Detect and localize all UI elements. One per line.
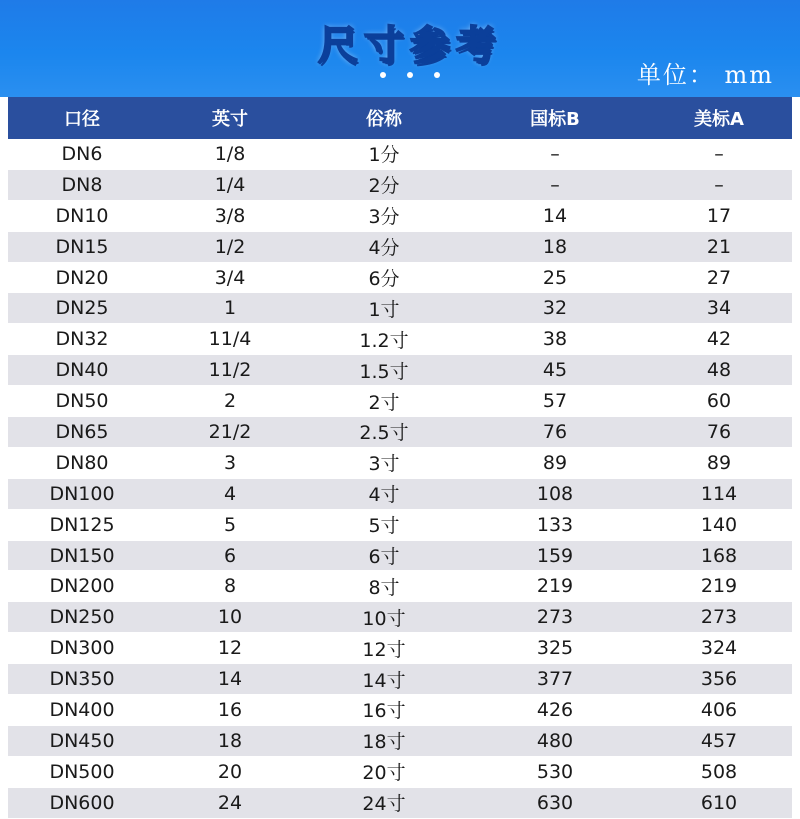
cell-us-standard: 406 bbox=[700, 698, 738, 721]
cell-caliber: DN6 bbox=[61, 142, 103, 165]
table-body bbox=[8, 139, 792, 819]
cell-common-name: 24寸 bbox=[362, 793, 406, 816]
dot-icon bbox=[407, 72, 413, 78]
cell-gb-standard: 159 bbox=[536, 544, 574, 567]
cell-gb-standard: 530 bbox=[536, 760, 574, 783]
cell-gb-standard: 89 bbox=[542, 451, 568, 474]
table-row bbox=[8, 232, 792, 263]
banner-title: 尺寸参考 bbox=[318, 23, 502, 69]
cell-gb-standard: 108 bbox=[536, 482, 574, 505]
table-row bbox=[8, 695, 792, 726]
table-row bbox=[8, 633, 792, 664]
table-row bbox=[8, 417, 792, 448]
cell-inch: 1/2 bbox=[214, 235, 246, 258]
cell-caliber: DN350 bbox=[49, 668, 115, 691]
cell-us-standard: 34 bbox=[706, 297, 732, 320]
table-row bbox=[8, 448, 792, 479]
cell-inch: 24 bbox=[217, 791, 243, 814]
cell-us-standard: 356 bbox=[700, 668, 738, 691]
cell-inch: 14 bbox=[217, 668, 243, 691]
cell-gb-standard: 219 bbox=[536, 575, 574, 598]
cell-caliber: DN8 bbox=[61, 173, 103, 196]
cell-common-name: 3分 bbox=[368, 206, 400, 229]
cell-inch: 3/8 bbox=[214, 204, 246, 227]
cell-common-name: 20寸 bbox=[362, 762, 406, 785]
cell-us-standard: – bbox=[714, 173, 724, 196]
cell-common-name: 1分 bbox=[368, 144, 400, 167]
table-row bbox=[8, 726, 792, 757]
cell-common-name: 2寸 bbox=[368, 391, 400, 414]
cell-caliber: DN15 bbox=[55, 235, 109, 258]
cell-inch: 6 bbox=[223, 544, 237, 567]
table-row bbox=[8, 201, 792, 232]
cell-common-name: 3寸 bbox=[368, 453, 400, 476]
cell-common-name: 6寸 bbox=[368, 546, 400, 569]
table-row bbox=[8, 170, 792, 201]
cell-gb-standard: 133 bbox=[536, 513, 574, 536]
cell-caliber: DN400 bbox=[49, 698, 115, 721]
cell-gb-standard: 25 bbox=[542, 266, 568, 289]
table-row bbox=[8, 293, 792, 324]
cell-caliber: DN200 bbox=[49, 575, 115, 598]
cell-caliber: DN125 bbox=[49, 513, 115, 536]
decorative-dots bbox=[380, 72, 440, 82]
cell-common-name: 4分 bbox=[368, 237, 400, 260]
cell-gb-standard: 76 bbox=[542, 420, 568, 443]
cell-gb-standard: 273 bbox=[536, 606, 574, 629]
header-inch: 英寸 bbox=[212, 109, 248, 130]
cell-inch: 12 bbox=[217, 637, 243, 660]
dot-icon bbox=[380, 72, 386, 78]
header-gb-standard: 国标B bbox=[530, 109, 580, 130]
cell-gb-standard: 14 bbox=[542, 204, 568, 227]
cell-inch: 2 bbox=[223, 390, 237, 413]
cell-common-name: 14寸 bbox=[362, 669, 406, 692]
cell-common-name: 5寸 bbox=[368, 515, 400, 538]
cell-gb-standard: – bbox=[550, 142, 560, 165]
cell-us-standard: 76 bbox=[706, 420, 732, 443]
cell-common-name: 2.5寸 bbox=[359, 422, 409, 445]
cell-inch: 10 bbox=[217, 606, 243, 629]
cell-common-name: 6分 bbox=[368, 268, 400, 290]
cell-inch: 11/2 bbox=[208, 359, 252, 382]
cell-caliber: DN150 bbox=[49, 544, 115, 567]
cell-us-standard: 168 bbox=[700, 544, 738, 567]
cell-us-standard: 60 bbox=[706, 390, 732, 413]
cell-us-standard: 114 bbox=[700, 482, 738, 505]
cell-inch: 1 bbox=[223, 297, 237, 320]
cell-us-standard: 457 bbox=[700, 729, 738, 752]
cell-gb-standard: 38 bbox=[542, 328, 568, 351]
cell-us-standard: 508 bbox=[700, 760, 738, 783]
dot-icon bbox=[434, 72, 440, 78]
cell-common-name: 1寸 bbox=[368, 298, 400, 321]
cell-us-standard: 89 bbox=[706, 451, 732, 474]
unit-label: 单位： mm bbox=[636, 61, 774, 89]
cell-inch: 21/2 bbox=[208, 420, 252, 443]
cell-caliber: DN600 bbox=[49, 791, 115, 814]
cell-us-standard: 324 bbox=[700, 637, 738, 660]
table-row bbox=[8, 571, 792, 602]
table-header bbox=[8, 97, 792, 139]
cell-caliber: DN32 bbox=[55, 328, 109, 351]
cell-caliber: DN65 bbox=[55, 420, 109, 443]
table-row bbox=[8, 602, 792, 633]
cell-inch: 5 bbox=[223, 513, 237, 536]
cell-common-name: 1.2寸 bbox=[359, 329, 409, 352]
table-row bbox=[8, 788, 792, 819]
header-common-name: 俗称 bbox=[366, 109, 402, 130]
cell-gb-standard: 630 bbox=[536, 791, 574, 814]
cell-gb-standard: – bbox=[550, 173, 560, 196]
cell-us-standard: 219 bbox=[700, 575, 738, 598]
cell-inch: 16 bbox=[217, 698, 243, 721]
cell-caliber: DN100 bbox=[49, 482, 115, 505]
table-row bbox=[8, 386, 792, 417]
cell-common-name: 12寸 bbox=[362, 638, 406, 661]
cell-gb-standard: 57 bbox=[542, 390, 568, 413]
cell-gb-standard: 480 bbox=[536, 729, 574, 752]
header-us-standard: 美标A bbox=[694, 109, 744, 130]
cell-gb-standard: 426 bbox=[536, 698, 574, 721]
table-row bbox=[8, 479, 792, 510]
cell-common-name: 4寸 bbox=[368, 484, 400, 507]
cell-caliber: DN250 bbox=[49, 606, 115, 629]
table-row bbox=[8, 263, 792, 294]
table-row bbox=[8, 355, 792, 386]
table-row bbox=[8, 139, 792, 170]
cell-us-standard: 42 bbox=[706, 328, 732, 351]
cell-caliber: DN20 bbox=[55, 266, 109, 289]
cell-caliber: DN300 bbox=[49, 637, 115, 660]
cell-inch: 18 bbox=[217, 729, 243, 752]
title-banner bbox=[0, 0, 800, 97]
cell-caliber: DN500 bbox=[49, 760, 115, 783]
cell-inch: 1/8 bbox=[214, 142, 246, 165]
cell-gb-standard: 377 bbox=[536, 668, 574, 691]
cell-us-standard: – bbox=[714, 142, 724, 165]
cell-common-name: 18寸 bbox=[362, 731, 406, 754]
cell-common-name: 8寸 bbox=[368, 576, 400, 599]
cell-inch: 1/4 bbox=[214, 173, 246, 196]
cell-us-standard: 273 bbox=[700, 606, 738, 629]
table-row bbox=[8, 757, 792, 788]
table-row bbox=[8, 664, 792, 695]
cell-us-standard: 140 bbox=[700, 513, 738, 536]
cell-us-standard: 48 bbox=[706, 359, 732, 382]
cell-inch: 3 bbox=[223, 451, 237, 474]
cell-inch: 8 bbox=[223, 575, 237, 598]
cell-common-name: 1.5寸 bbox=[359, 360, 409, 383]
cell-inch: 4 bbox=[223, 482, 237, 505]
table-row bbox=[8, 541, 792, 572]
cell-gb-standard: 32 bbox=[542, 297, 568, 320]
cell-us-standard: 21 bbox=[706, 235, 732, 258]
cell-common-name: 10寸 bbox=[362, 607, 406, 630]
cell-inch: 3/4 bbox=[214, 266, 246, 289]
cell-caliber: DN450 bbox=[49, 729, 115, 752]
cell-us-standard: 17 bbox=[706, 204, 732, 227]
cell-inch: 11/4 bbox=[208, 328, 252, 351]
cell-common-name: 16寸 bbox=[362, 700, 406, 723]
cell-us-standard: 610 bbox=[700, 791, 738, 814]
cell-us-standard: 27 bbox=[706, 266, 732, 289]
cell-gb-standard: 18 bbox=[542, 235, 568, 258]
table-row bbox=[8, 510, 792, 541]
cell-inch: 20 bbox=[217, 760, 243, 783]
cell-caliber: DN40 bbox=[55, 359, 109, 382]
cell-gb-standard: 325 bbox=[536, 637, 574, 660]
cell-caliber: DN25 bbox=[55, 297, 109, 320]
table-row bbox=[8, 324, 792, 355]
header-caliber: 口径 bbox=[64, 109, 100, 130]
cell-caliber: DN50 bbox=[55, 390, 109, 413]
cell-gb-standard: 45 bbox=[542, 359, 568, 382]
cell-caliber: DN10 bbox=[55, 204, 109, 227]
cell-common-name: 2分 bbox=[368, 175, 400, 198]
cell-caliber: DN80 bbox=[55, 451, 109, 474]
